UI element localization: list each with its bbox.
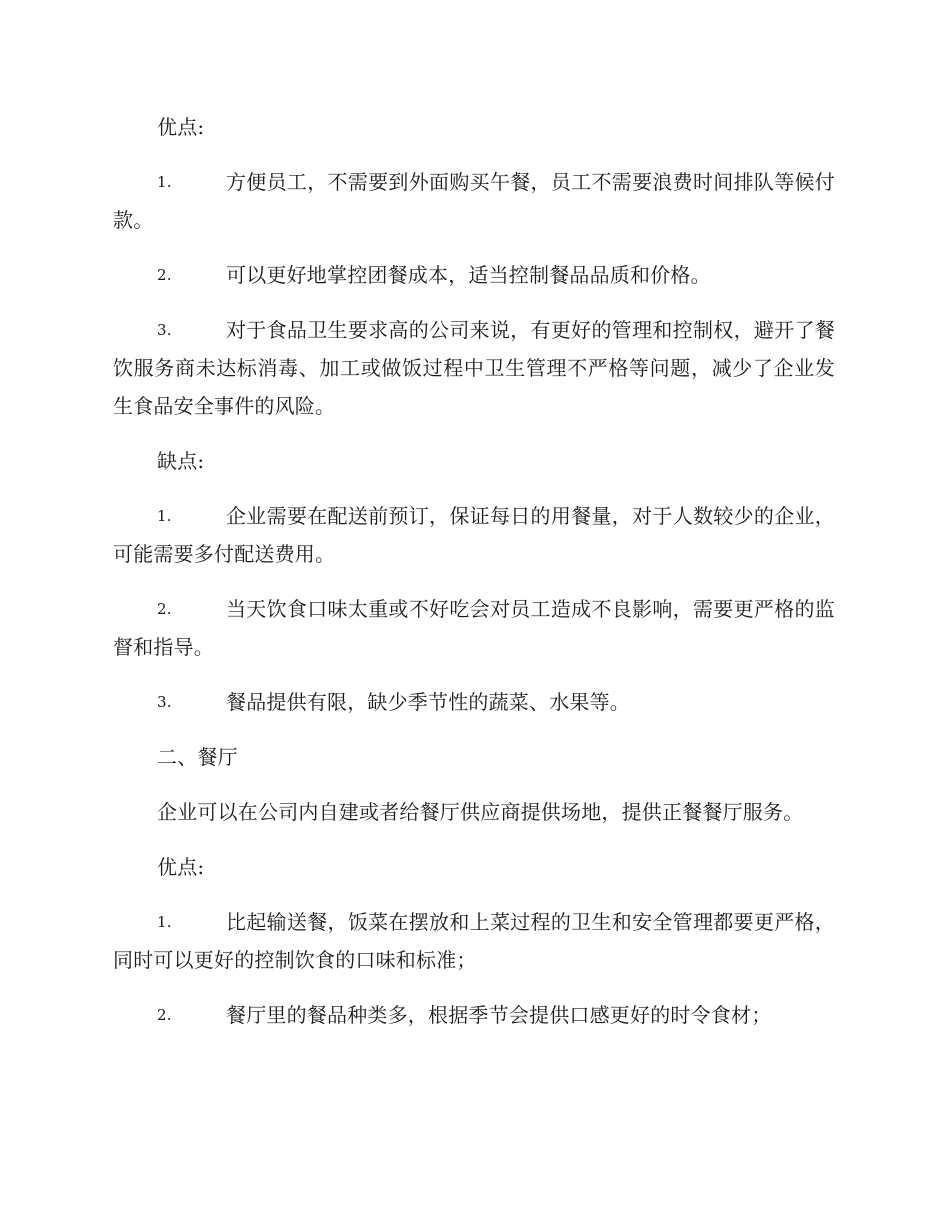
list-text: 当天饮食口味太重或不好吃会对员工造成不良影响，需要更严格的监督和指导。: [113, 597, 835, 659]
list-text: 企业需要在配送前预订，保证每日的用餐量，对于人数较少的企业，可能需要多付配送费用。: [113, 504, 835, 566]
list-item: [113, 590, 835, 666]
pros-heading: 优点:: [157, 115, 205, 139]
section-intro: 企业可以在公司内自建或者给餐厅供应商提供场地，提供正餐餐厅服务。: [157, 800, 804, 824]
list-item: [113, 903, 835, 979]
list-text: 餐品提供有限，缺少季节性的蔬菜、水果等。: [226, 690, 630, 714]
list-number: 3.: [157, 321, 172, 339]
list-item: [113, 256, 835, 294]
list-item: [113, 163, 835, 239]
cons-heading: 缺点:: [157, 449, 205, 473]
list-text: 可以更好地掌控团餐成本，适当控制餐品品质和价格。: [226, 263, 711, 287]
pros-heading: 优点:: [157, 855, 205, 879]
list-text: 方便员工，不需要到外面购买午餐，员工不需要浪费时间排队等候付款。: [113, 170, 835, 232]
list-item: [113, 683, 835, 721]
list-number: 2.: [157, 266, 172, 284]
list-number: 1.: [157, 913, 172, 931]
list-number: 1.: [157, 507, 172, 525]
list-item: [113, 996, 835, 1034]
document-page: [113, 108, 835, 1051]
list-text: 比起输送餐，饭菜在摆放和上菜过程的卫生和安全管理都要更严格，同时可以更好的控制饮食的口味和标准；: [113, 910, 835, 972]
list-number: 1.: [157, 173, 172, 191]
list-number: 2.: [157, 600, 172, 618]
list-item: [113, 497, 835, 573]
list-text: 餐厅里的餐品种类多，根据季节会提供口感更好的时令食材；: [226, 1003, 772, 1027]
list-text: 对于食品卫生要求高的公司来说，有更好的管理和控制权，避开了餐饮服务商未达标消毒、加工或做饭过程中卫生管理不严格等问题，减少了企业发生食品安全事件的风险。: [113, 318, 835, 418]
list-number: 3.: [157, 693, 172, 711]
list-number: 2.: [157, 1006, 172, 1024]
list-item: [113, 311, 835, 425]
section-title: 二、餐厅: [157, 745, 238, 769]
